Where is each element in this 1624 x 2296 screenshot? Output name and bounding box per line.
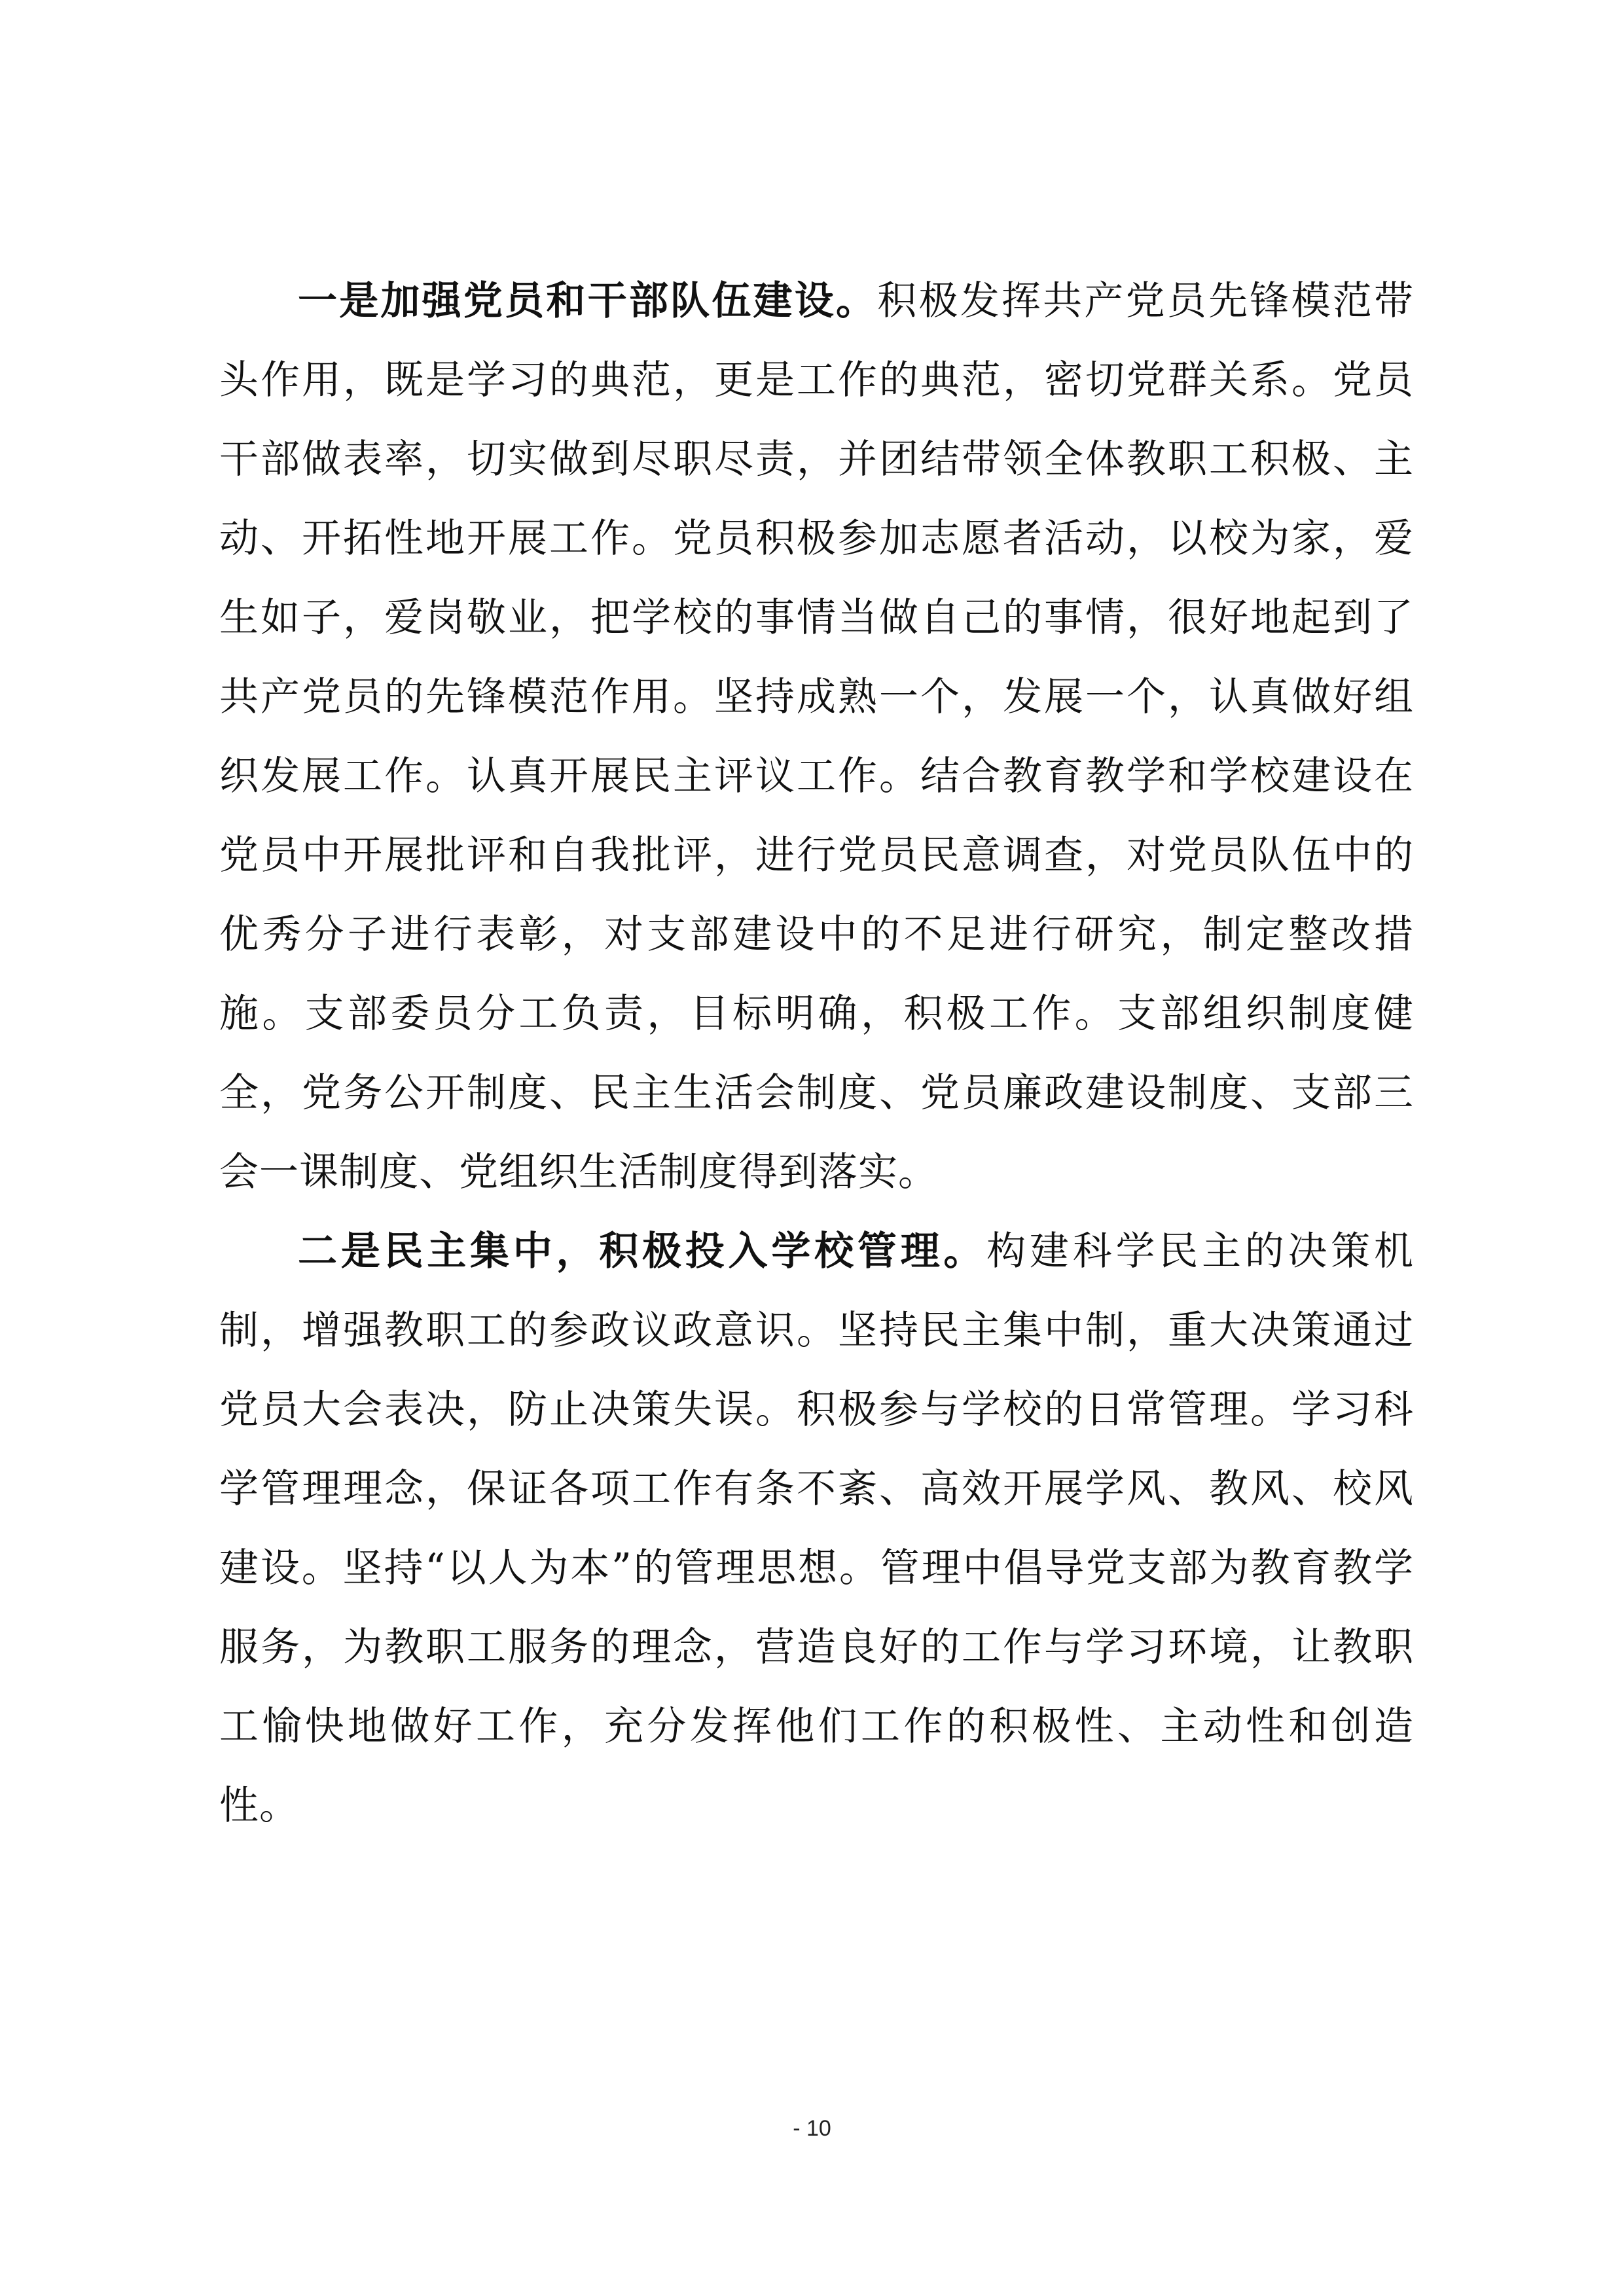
page-number: - 10	[793, 2116, 831, 2141]
paragraph-body-text: 构建科学民主的决策机制，增强教职工的参政议政意识。坚持民主集中制，重大决策通过党员大会表决，防止决策失误。积极参与学校的日常管理。学习科学管理理念，保证各项工作有条不紊、高效开展学风、教风、校风建设。坚持“以人为本”的管理思想。管理中倡导党支部为教育教学服务，为教职工服务的理念，营造良好的工作与学习环境，让教职工愉快地做好工作，充分发挥他们工作的积极性、主动性和创造性。	[219, 1229, 1415, 1829]
paragraph-party-member-building	[219, 262, 1414, 1212]
paragraph-lead-heading: 二是民主集中，积极投入学校管理。	[298, 1229, 987, 1274]
paragraph-body-text: 积极发挥共产党员先锋模范带头作用，既是学习的典范，更是工作的典范，密切党群关系。党员干部做表率，切实做到尽职尽责，并团结带领全体教职工积极、主动、开拓性地开展工作。党员积极参加志愿者活动，以校为家，爱生如子，爱岗敬业，把学校的事情当做自己的事情，很好地起到了共产党员的先锋模范作用。坚持成熟一个，发展一个，认真做好组织发展工作。认真开展民主评议工作。结合教育教学和学校建设在党员中开展批评和自我批评，进行党员民意调查，对党员队伍中的优秀分子进行表彰，对支部建设中的不足进行研究，制定整改措施。支部委员分工负责，目标明确，积极工作。支部组织制度健全，党务公开制度、民主生活会制度、党员廉政建设制度、支部三会一课制度、党组织生活制度得到落实。	[219, 278, 1415, 1195]
document-body	[219, 262, 1414, 1846]
paragraph-democratic-management	[219, 1212, 1414, 1846]
paragraph-lead-heading: 一是加强党员和干部队伍建设。	[298, 278, 878, 324]
